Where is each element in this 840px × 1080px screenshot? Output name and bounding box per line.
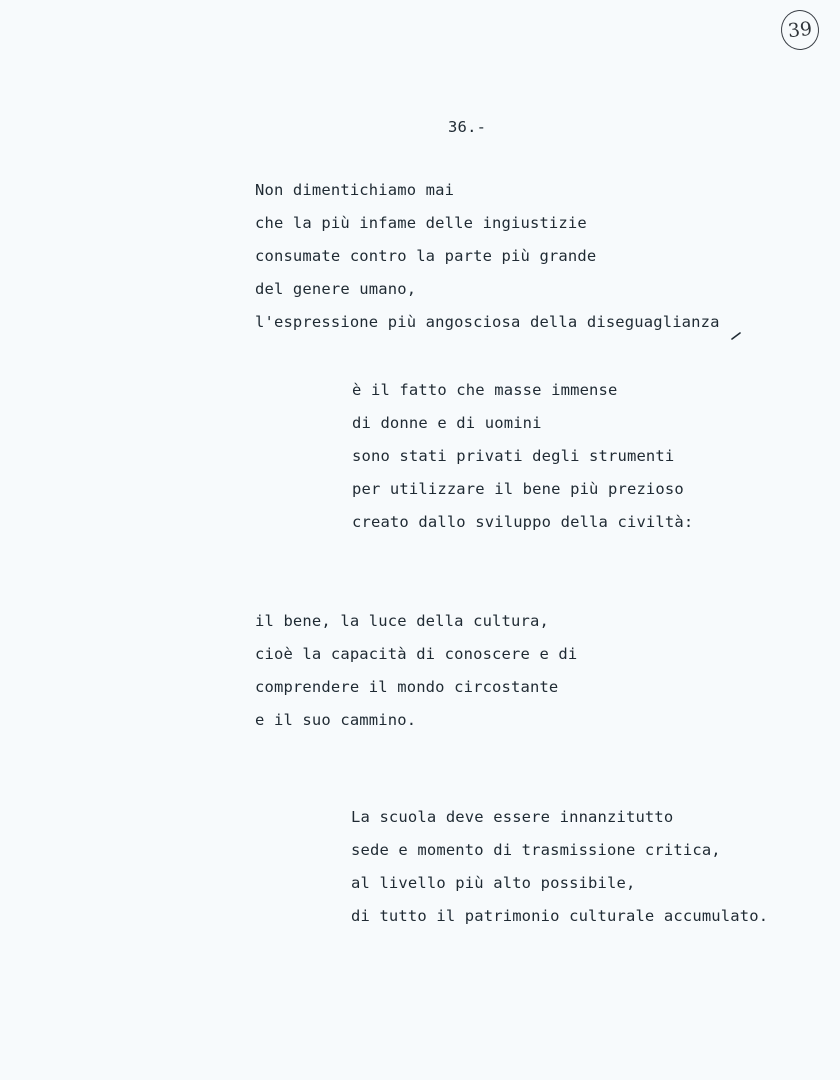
stamp-number: 39	[786, 17, 814, 43]
paragraph-4	[351, 807, 768, 939]
text-line: comprendere il mondo circostante	[255, 678, 559, 696]
handwritten-comma-mark	[731, 332, 741, 340]
paragraph-3	[255, 611, 577, 743]
text-line: Non dimentichiamo mai	[255, 181, 455, 199]
archive-page-stamp	[779, 8, 821, 52]
text-line: di donne e di uomini	[352, 414, 542, 432]
text-line: il bene, la luce della cultura,	[255, 612, 549, 630]
text-line: consumate contro la parte più grande	[255, 247, 597, 265]
text-line: per utilizzare il bene più prezioso	[352, 480, 684, 498]
text-line: La scuola deve essere innanzitutto	[351, 808, 674, 826]
text-line: sono stati privati degli strumenti	[352, 447, 675, 465]
text-line: l'espressione più angosciosa della diseguaglianza	[255, 313, 720, 331]
text-line: e il suo cammino.	[255, 711, 417, 729]
text-line: al livello più alto possibile,	[351, 874, 636, 892]
text-line: sede e momento di trasmissione critica,	[351, 841, 721, 859]
text-line: del genere umano,	[255, 280, 417, 298]
page-number: 36.-	[448, 118, 487, 136]
text-line: di tutto il patrimonio culturale accumulato.	[351, 907, 769, 925]
paragraph-1	[255, 180, 720, 345]
text-line: che la più infame delle ingiustizie	[255, 214, 587, 232]
text-line: creato dallo sviluppo della civiltà:	[352, 513, 694, 531]
text-line: è il fatto che masse immense	[352, 381, 618, 399]
text-line: cioè la capacità di conoscere e di	[255, 645, 578, 663]
paragraph-2	[352, 380, 693, 545]
